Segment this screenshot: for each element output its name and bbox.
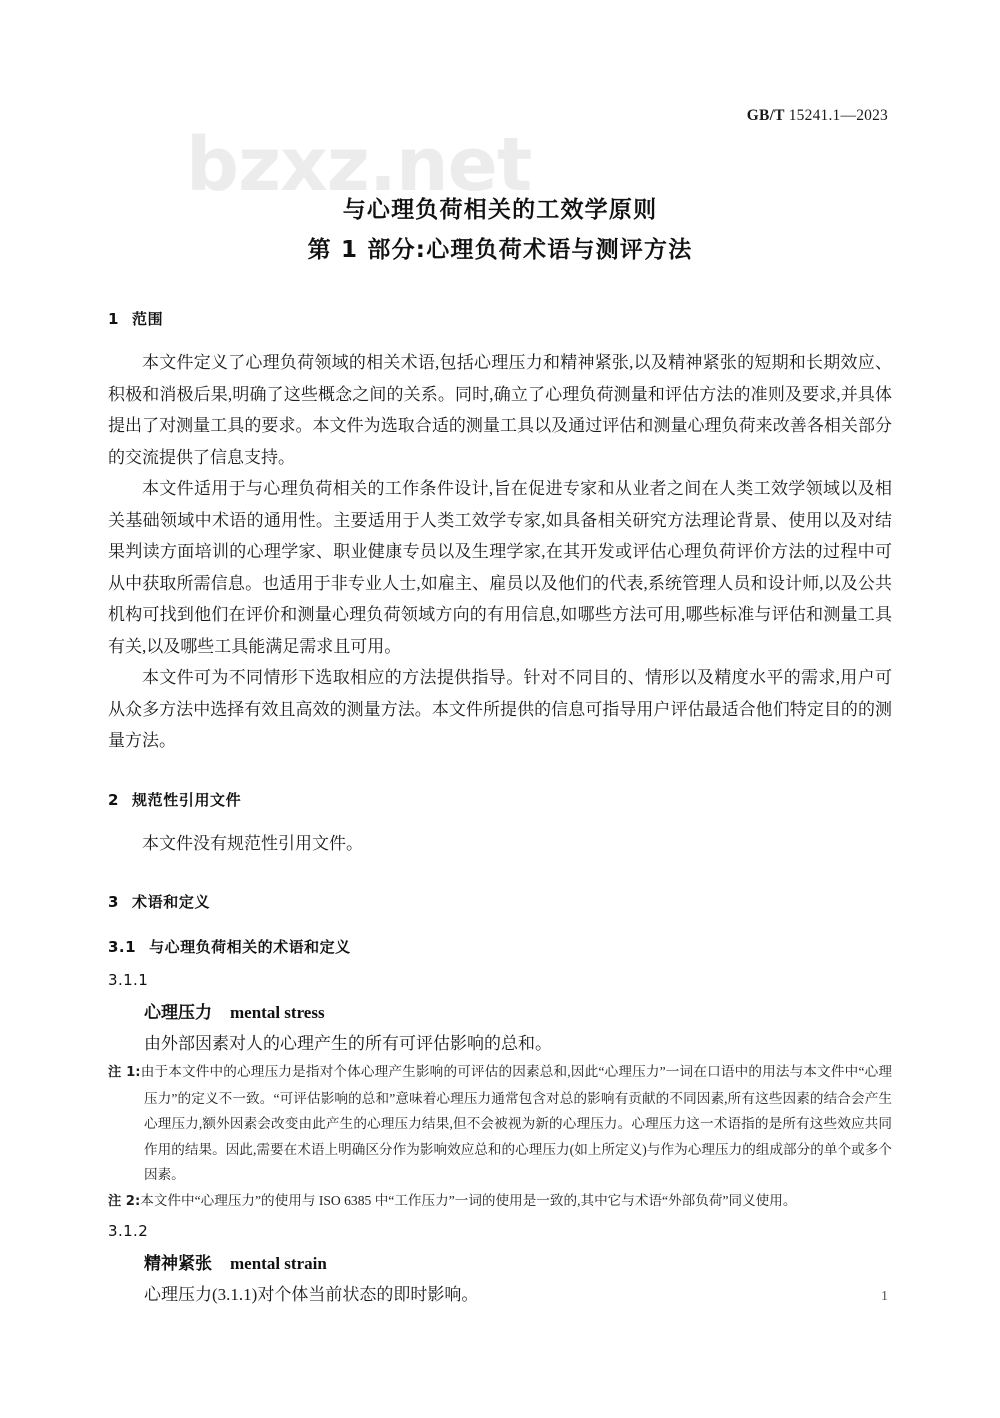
term-definition-3-1-2: 心理压力(3.1.1)对个体当前状态的即时影响。 (144, 1285, 479, 1304)
title-line-2: 第 1 部分:心理负荷术语与测评方法 (307, 237, 693, 263)
clause-number-2: 2 (108, 790, 120, 809)
running-header (747, 107, 888, 125)
term-en-3-1-1: mental stress (230, 1003, 325, 1022)
term-number-3-1-1: 3.1.1 (108, 971, 149, 989)
document-title (0, 190, 1000, 270)
clause-title-3-1: 与心理负荷相关的术语和定义 (149, 938, 351, 956)
page-number: 1 (881, 1289, 888, 1304)
term-note-1 (108, 1059, 892, 1188)
normative-references-paragraph: 本文件没有规范性引用文件。 (142, 833, 363, 853)
document-body (108, 308, 892, 1310)
note-text-1: 由于本文件中的心理压力是指对个体心理产生影响的可评估的因素总和,因此“心理压力”一词在口语中的用法与本文件中“心理压力”的定义不一致。“可评估影响的总和”意味着心理压力通常包含对总的影响有贡献的不同因素,所有这些因素的结合会产生心理压力,额外因素会改变由此产生的心理压力结果,但不会被视为新的心理压力。心理压力这一术语指的是所有这些效应共同作用的结果。因此,需要在术语上明确区分作为影响效应总和的心理压力(如上所定义)与作为心理压力的组成部分的单个或多个因素。 (140, 1064, 892, 1182)
term-zh-3-1-1: 心理压力 (144, 1003, 212, 1022)
clause-title-1: 范围 (132, 310, 164, 328)
term-zh-3-1-2: 精神紧张 (144, 1254, 212, 1273)
term-number-3-1-2: 3.1.2 (108, 1222, 149, 1240)
note-text-2: 本文件中“心理压力”的使用与 ISO 6385 中“工作压力”一词的使用是一致的,其中它与术语“外部负荷”同义使用。 (140, 1192, 797, 1208)
scope-paragraph-3: 本文件可为不同情形下选取相应的方法提供指导。针对不同目的、情形以及精度水平的需求,用户可从众多方法中选择有效且高效的测量方法。本文件所提供的信息可指导用户评估最适合他们特定目的的测量方法。 (108, 668, 892, 750)
standard-number: 15241.1—2023 (788, 107, 888, 124)
term-label-3-1-1 (108, 997, 892, 1028)
title-line-1: 与心理负荷相关的工效学原则 (342, 197, 658, 223)
clause-heading-3-1 (108, 936, 892, 957)
note-label-2: 注 2: (108, 1193, 141, 1209)
term-label-3-1-2 (108, 1248, 892, 1279)
clause-number-3-1: 3.1 (108, 938, 137, 956)
clause-title-3: 术语和定义 (132, 893, 211, 911)
note-label-1: 注 1: (108, 1065, 141, 1080)
clause-number-3: 3 (108, 893, 120, 911)
watermark: bzxz.net (186, 122, 532, 208)
scope-paragraph-2: 本文件适用于与心理负荷相关的工作条件设计,旨在促进专家和从业者之间在人类工效学领域以及相关基础领域中术语的通用性。主要适用于人类工效学专家,如具备相关研究方法理论背景、使用以及对结果判读方面培训的心理学家、职业健康专员以及生理学家,在其开发或评估心理负荷评价方法的过程中可从中获取所需信息。也适用于非专业人士,如雇主、雇员以及他们的代表,系统管理人员和设计师,以及公共机构可找到他们在评价和测量心理负荷领域方向的有用信息,如哪些方法可用,哪些标准与评估和测量工具有关,以及哪些工具能满足需求且可用。 (108, 479, 892, 656)
scope-paragraph-1: 本文件定义了心理负荷领域的相关术语,包括心理压力和精神紧张,以及精神紧张的短期和长期效应、积极和消极后果,明确了这些概念之间的关系。同时,确立了心理负荷测量和评估方法的准则及要求,并具体提出了对测量工具的要求。本文件为选取合适的测量工具以及通过评估和测量心理负荷来改善各相关部分的交流提供了信息支持。 (108, 353, 892, 467)
clause-heading-terms (108, 891, 892, 912)
clause-heading-scope (108, 308, 892, 329)
standard-prefix: GB/T (746, 107, 785, 124)
term-definition-3-1-1: 由外部因素对人的心理产生的所有可评估影响的总和。 (144, 1034, 552, 1053)
term-note-2 (108, 1188, 892, 1215)
clause-title-2: 规范性引用文件 (132, 790, 242, 809)
term-en-3-1-2: mental strain (230, 1254, 327, 1273)
clause-heading-normative-references (108, 789, 892, 810)
clause-number-1: 1 (108, 310, 120, 328)
